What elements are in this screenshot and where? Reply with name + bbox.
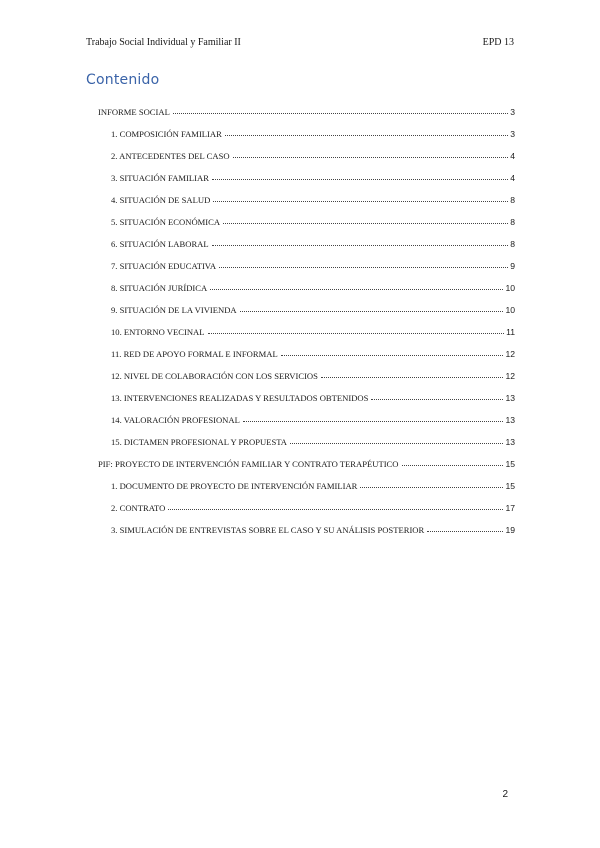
toc-entry-label: 3. SIMULACIÓN DE ENTREVISTAS SOBRE EL CASO Y SU ANÁLISIS POSTERIOR xyxy=(111,525,425,535)
toc-entry-label: 13. INTERVENCIONES REALIZADAS Y RESULTADOS OBTENIDOS xyxy=(111,393,369,403)
toc-entry-situacion-economica[interactable] xyxy=(111,216,515,227)
dot-leader xyxy=(240,303,504,312)
dot-leader xyxy=(281,347,504,356)
toc-entry-intervenciones[interactable] xyxy=(111,392,515,403)
dot-leader xyxy=(233,149,509,158)
toc-entry-entorno-vecinal[interactable] xyxy=(111,326,515,337)
toc-entry-label: 15. DICTAMEN PROFESIONAL Y PROPUESTA xyxy=(111,437,288,447)
toc-entry-page: 8 xyxy=(510,217,515,227)
toc-entry-label: PIF: PROYECTO DE INTERVENCIÓN FAMILIAR Y CONTRATO TERAPÉUTICO xyxy=(98,459,399,469)
toc-entry-label: INFORME SOCIAL xyxy=(98,107,170,117)
toc-entry-label: 1. DOCUMENTO DE PROYECTO DE INTERVENCIÓN FAMILIAR xyxy=(111,481,358,491)
toc-entry-page: 15 xyxy=(505,459,515,469)
toc-entry-label: 11. RED DE APOYO FORMAL E INFORMAL xyxy=(111,349,278,359)
dot-leader xyxy=(402,457,504,466)
toc-entry-situacion-laboral[interactable] xyxy=(111,238,515,249)
page-header xyxy=(86,37,514,51)
toc-entry-label: 5. SITUACIÓN ECONÓMICA xyxy=(111,217,221,227)
toc-entry-page: 8 xyxy=(510,195,515,205)
toc-entry-page: 3 xyxy=(510,107,515,117)
toc-entry-page: 11 xyxy=(506,327,515,337)
toc-entry-nivel-colaboracion[interactable] xyxy=(111,370,515,381)
toc-entry-pif[interactable] xyxy=(98,458,515,469)
toc-entry-page: 12 xyxy=(505,349,515,359)
toc-entry-label: 2. CONTRATO xyxy=(111,503,166,513)
header-epd-label: EPD 13 xyxy=(482,37,514,48)
dot-leader xyxy=(208,325,505,334)
page-number: 2 xyxy=(502,789,508,800)
toc-entry-label: 8. SITUACIÓN JURÍDICA xyxy=(111,283,208,293)
toc-entry-label: 3. SITUACIÓN FAMILIAR xyxy=(111,173,209,183)
toc-entry-label: 6. SITUACIÓN LABORAL xyxy=(111,239,209,249)
dot-leader xyxy=(243,413,504,422)
toc-entry-situacion-salud[interactable] xyxy=(111,194,515,205)
toc-entry-valoracion[interactable] xyxy=(111,414,515,425)
toc-entry-informe-social[interactable] xyxy=(98,106,515,117)
dot-leader xyxy=(213,193,508,202)
toc-entry-antecedentes[interactable] xyxy=(111,150,515,161)
header-course-title: Trabajo Social Individual y Familiar II xyxy=(86,37,241,48)
toc-entry-documento-proyecto[interactable] xyxy=(111,480,515,491)
toc-entry-label: 1. COMPOSICIÓN FAMILIAR xyxy=(111,129,222,139)
toc-entry-label: 7. SITUACIÓN EDUCATIVA xyxy=(111,261,217,271)
dot-leader xyxy=(321,369,504,378)
toc-title: Contenido xyxy=(86,72,160,88)
dot-leader xyxy=(210,281,503,290)
dot-leader xyxy=(427,523,503,532)
toc-entry-page: 13 xyxy=(505,415,515,425)
dot-leader xyxy=(371,391,503,400)
dot-leader xyxy=(212,237,509,246)
toc-entry-situacion-educativa[interactable] xyxy=(111,260,515,271)
toc-entry-simulacion-entrevistas[interactable] xyxy=(111,524,515,535)
toc-entry-page: 10 xyxy=(505,305,515,315)
toc-entry-page: 8 xyxy=(510,239,515,249)
toc-entry-situacion-familiar[interactable] xyxy=(111,172,515,183)
dot-leader xyxy=(168,501,503,510)
dot-leader xyxy=(223,215,508,224)
toc-entry-label: 14. VALORACIÓN PROFESIONAL xyxy=(111,415,240,425)
toc-entry-label: 9. SITUACIÓN DE LA VIVIENDA xyxy=(111,305,237,315)
toc-entry-page: 9 xyxy=(510,261,515,271)
toc-entry-page: 4 xyxy=(510,151,515,161)
toc-entry-page: 12 xyxy=(505,371,515,381)
dot-leader xyxy=(360,479,503,488)
dot-leader xyxy=(290,435,503,444)
toc-entry-page: 19 xyxy=(505,525,515,535)
toc-entry-dictamen[interactable] xyxy=(111,436,515,447)
toc-entry-situacion-juridica[interactable] xyxy=(111,282,515,293)
toc-entry-page: 10 xyxy=(505,283,515,293)
toc-entry-label: 4. SITUACIÓN DE SALUD xyxy=(111,195,211,205)
toc-entry-label: 10. ENTORNO VECINAL xyxy=(111,327,205,337)
toc-entry-page: 13 xyxy=(505,393,515,403)
dot-leader xyxy=(225,127,508,136)
toc-entry-label: 12. NIVEL DE COLABORACIÓN CON LOS SERVICIOS xyxy=(111,371,318,381)
toc-entry-page: 13 xyxy=(505,437,515,447)
dot-leader xyxy=(173,105,508,114)
toc-entry-composicion-familiar[interactable] xyxy=(111,128,515,139)
toc-entry-page: 15 xyxy=(505,481,515,491)
toc-entry-contrato[interactable] xyxy=(111,502,515,513)
dot-leader xyxy=(219,259,508,268)
toc-entry-red-apoyo[interactable] xyxy=(111,348,515,359)
dot-leader xyxy=(212,171,508,180)
toc-entry-page: 4 xyxy=(510,173,515,183)
toc-entry-situacion-vivienda[interactable] xyxy=(111,304,515,315)
toc-entry-page: 17 xyxy=(505,503,515,513)
toc-entry-label: 2. ANTECEDENTES DEL CASO xyxy=(111,151,230,161)
toc-entry-page: 3 xyxy=(510,129,515,139)
